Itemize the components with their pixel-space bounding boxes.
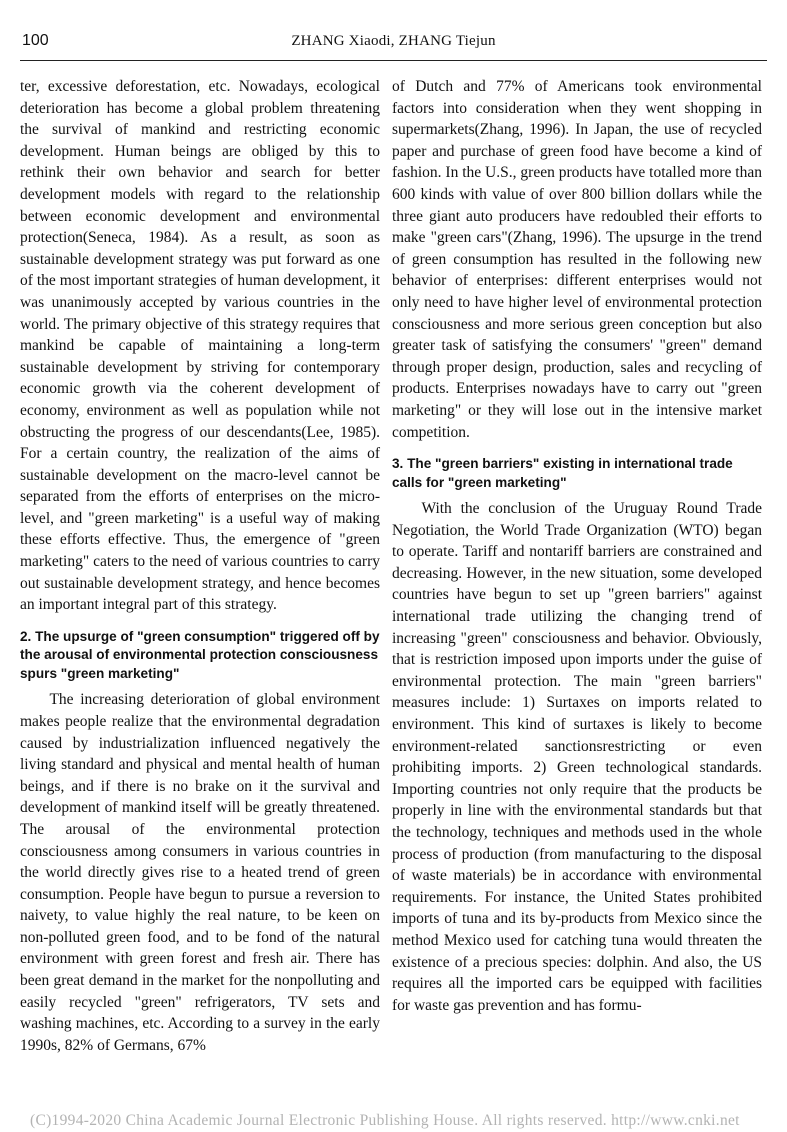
section-heading-2: 2. The upsurge of "green consumption" triggered off by the arousal of environmental protection consciousness spurs "green marketing" <box>20 628 380 681</box>
body-paragraph: ter, excessive deforestation, etc. Nowadays, ecological deterioration has become a global problem threatening the survival of mankind and restricting economic development. Human beings are obliged by this to rethink their own behavior and search for better development models with regard to the relationship between economic development and environmental protection(Seneca, 1984). As a result, as soon as sustainable development strategy was put forward as one of the most important strategies of human development, it was unanimously accepted by various countries in the world. The primary objective of this strategy requires that mankind be capable of maintaining a long-term sustainable development by striving for contemporary economic growth via the coherent development of economy, environment as well as population while not obstructing the progress of our descendants(Lee, 1985). For a certain country, the realization of the aims of sustainable development on the macro-level cannot be separated from the efforts of enterprises on the micro-level, and "green marketing" is a useful way of making these efforts effective. Thus, the emergence of "green marketing" caters to the need of various countries to carry out sustainable development strategy, and hence becomes an important integral part of this strategy. <box>20 78 380 614</box>
header-rule <box>20 60 767 61</box>
body-paragraph: of Dutch and 77% of Americans took environmental factors into consideration when they went shopping in supermarkets(Zhang, 1996). In Japan, the use of recycled paper and purchase of green food have become a kind of fashion. In the U.S., green products have totalled more than 600 kinds with value of over 800 billion dollars while the three giant auto producers have redoubled their efforts to make "green cars"(Zhang, 1996). The upsurge in the trend of green consumption has resulted in the following new behavior of enterprises: different enterprises would not only need to have higher level of environmental protection consciousness and more serious green conception but also greater task of satisfying the consumers' "green" demand through proper design, production, sales and recycling of products. Enterprises nowadays have to carry out "green marketing" or they will lose out in the intensive market competition. <box>392 78 762 441</box>
running-header: ZHANG Xiaodi, ZHANG Tiejun <box>291 33 496 49</box>
right-column <box>392 76 762 1016</box>
page-number: 100 <box>22 32 49 49</box>
left-column <box>20 76 380 1056</box>
copyright-watermark: (C)1994-2020 China Academic Journal Electronic Publishing House. All rights reserved. http://www.cnki.net <box>30 1112 740 1129</box>
body-paragraph: The increasing deterioration of global environment makes people realize that the environmental degradation caused by industrialization influenced negatively the living standard and physical and mental health of human beings, and if there is no brake on it the survival and development of mankind itself will be greatly threatened. The arousal of the environmental protection consciousness among consumers in various countries in the world directly gives rise to a heated trend of green consumption. People have begun to pursue a reversion to naivety, to value highly the real nature, to be keen on non-polluted green food, and to be fond of the natural environment with green forest and fresh air. There has been great demand in the market for the nonpolluting and easily recycled "green" refrigerators, TV sets and washing machines, etc. According to a survey in the early 1990s, 82% of Germans, 67% <box>20 691 380 1054</box>
body-paragraph: With the conclusion of the Uruguay Round Trade Negotiation, the World Trade Organization (WTO) began to operate. Tariff and nontariff barriers are constrained and decreasing. However, in the new situation, some developed countries have begun to set up "green barriers" against international trade utilizing the changing trend of increasing "green" consciousness and behavior. Obviously, that is restriction imposed upon imports under the guise of environmental protection. The main "green barriers" measures include: 1) Surtaxes on imports related to environment. This kind of surtaxes is likely to become environment-related sanctionsrestricting or even prohibiting imports. 2) Green technological standards. Importing countries not only require that the products be properly in line with the environmental standards but that the technology, techniques and methods used in the whole process of production (from manufacturing to the disposal of waste materials) be in accordance with environmental requirements. For instance, the United States prohibited imports of tuna and its by-products from Mexico since the method Mexico used for catching tuna would threaten the existence of a precious species: dolphin. And also, the US requires all the imported cars be equipped with facilities for waste gas prevention and has formu- <box>392 500 762 1014</box>
section-heading-3: 3. The "green barriers" existing in international trade calls for "green marketing" <box>392 456 733 490</box>
